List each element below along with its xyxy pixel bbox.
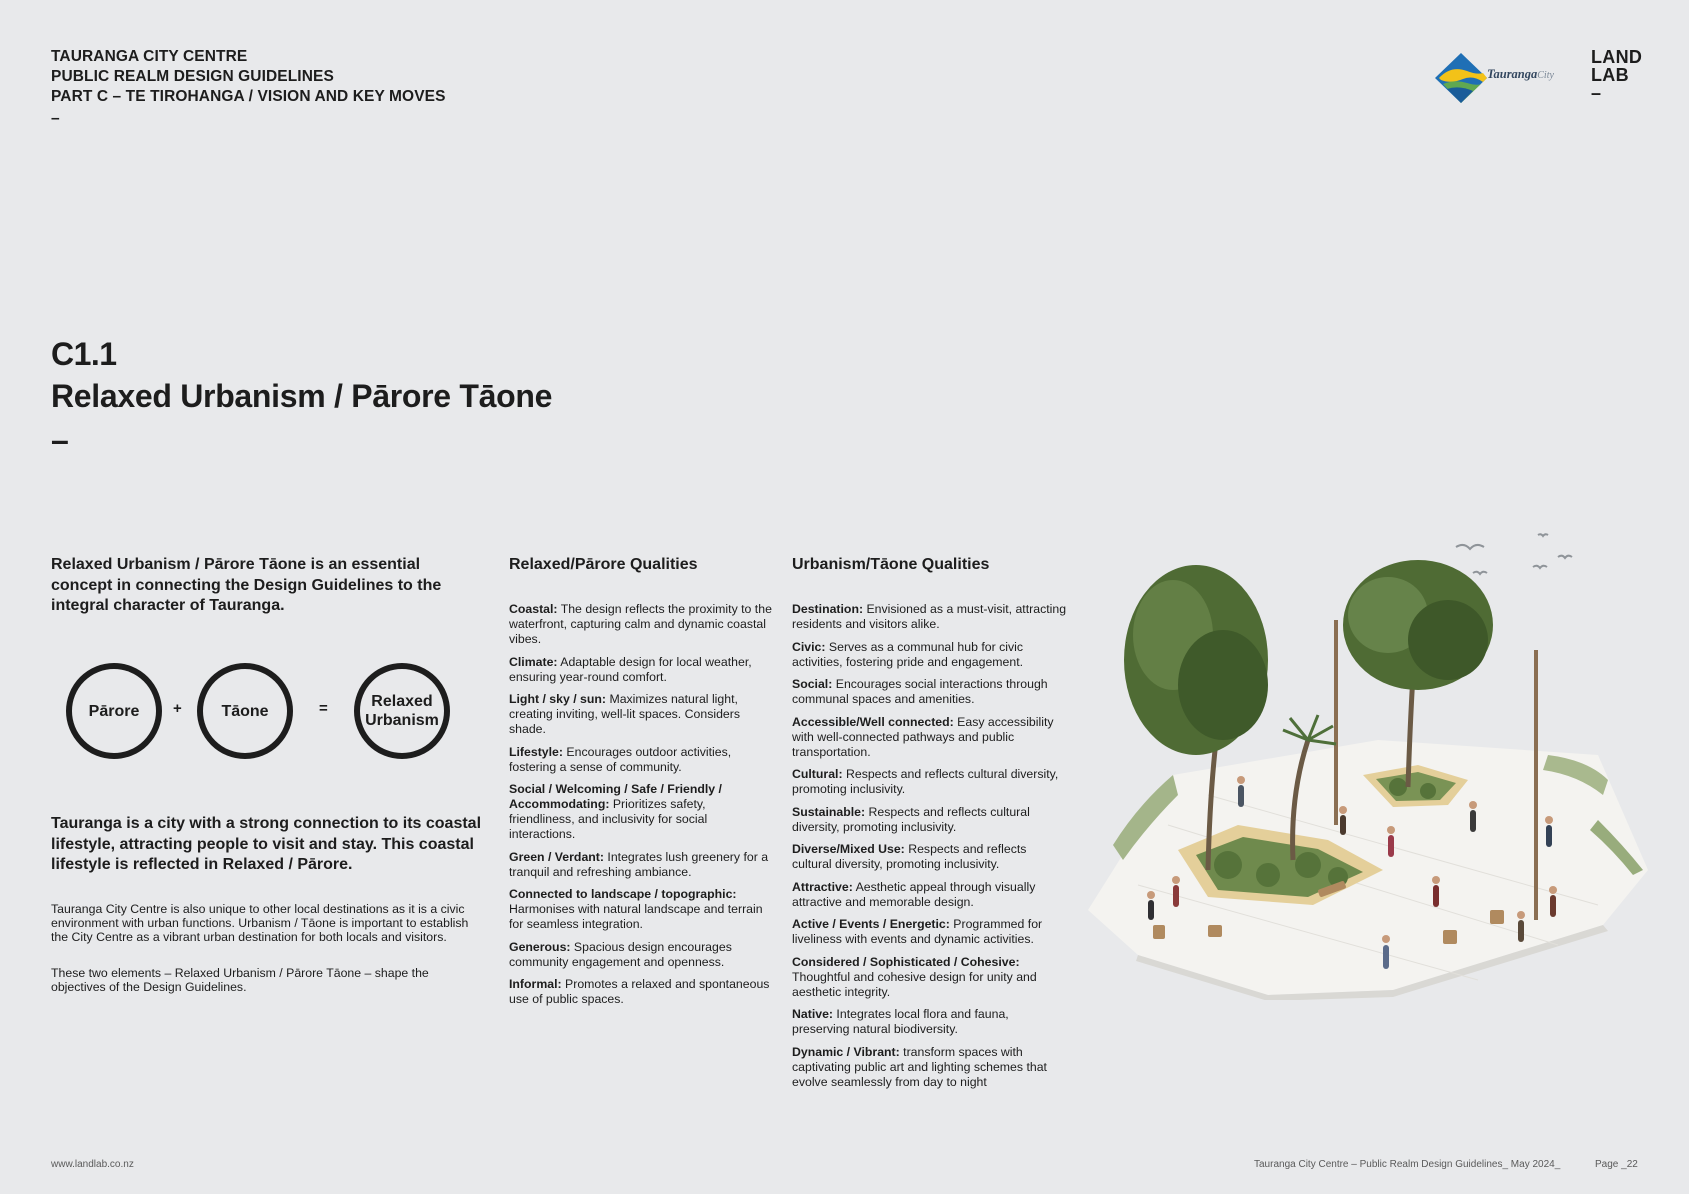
relaxed-qualities-list: [509, 602, 774, 1007]
list-item: Dynamic / Vibrant: transform spaces with captivating public art and lighting schemes that evolve seamlessly from day to night: [792, 1044, 1047, 1089]
section-number: C1.1: [51, 336, 117, 372]
list-item: Sustainable: Respects and reflects cultural diversity, promoting inclusivity.: [792, 804, 1030, 834]
list-item: Light / sky / sun: Maximizes natural light, creating inviting, well-lit spaces. Considers shade.: [509, 692, 741, 736]
tauranga-diamond-icon: [1433, 51, 1489, 105]
tauranga-city-logo: [1433, 51, 1563, 105]
birds: [1456, 534, 1572, 574]
urbanism-qualities-list: [792, 602, 1067, 1090]
landlab-logo: LAND LAB –: [1591, 47, 1643, 103]
taone-circle: Tāone: [197, 663, 293, 759]
list-item: Green / Verdant: Integrates lush greenery for a tranquil and refreshing ambiance.: [509, 849, 769, 879]
header-line-3: PART C – TE TIROHANGA / VISION AND KEY MOVES: [51, 88, 446, 105]
urbanism-qualities-heading: Urbanism/Tāone Qualities: [792, 556, 990, 573]
header-line-1: TAURANGA CITY CENTRE: [51, 48, 248, 65]
list-item: Climate: Adaptable design for local weather, ensuring year-round comfort.: [509, 654, 752, 684]
footer-document-title: Tauranga City Centre – Public Realm Design Guidelines_ May 2024_: [1254, 1159, 1561, 1170]
list-item: Native: Integrates local flora and fauna, preserving natural biodiversity.: [792, 1007, 1009, 1036]
list-item: Accessible/Well connected: Easy accessibility with well-connected pathways and public transportation.: [792, 714, 1054, 759]
list-item: Coastal: The design reflects the proximity to the waterfront, capturing calm and dynamic coastal vibes.: [509, 602, 772, 646]
section-dash: –: [51, 422, 69, 458]
relaxed-urbanism-circle: Relaxed Urbanism: [354, 663, 450, 759]
header-dash: –: [51, 110, 60, 127]
list-item: Social / Welcoming / Safe / Friendly / Accommodating: Prioritizes safety, friendliness, and inclusivity for social interactions.: [509, 782, 722, 841]
tree-canopies: [1124, 560, 1493, 755]
plaza-illustration: [1078, 525, 1653, 1000]
parore-circle: Pārore: [66, 663, 162, 759]
list-item: Social: Encourages social interactions through communal spaces and amenities.: [792, 677, 1048, 706]
paragraph-1: Tauranga City Centre is also unique to other local destinations as it is a civic environment with urban functions. Urbanism / Tāone is important to establish the City Centre as a vibrant urban destination for both locals and visitors.: [51, 902, 469, 945]
concept-equation: [51, 660, 471, 764]
footer-page-number: Page _22: [1595, 1159, 1638, 1170]
list-item: Diverse/Mixed Use: Respects and reflects cultural diversity, promoting inclusivity.: [792, 842, 1027, 871]
list-item: Cultural: Respects and reflects cultural diversity, promoting inclusivity.: [792, 767, 1059, 796]
list-item: Attractive: Aesthetic appeal through visually attractive and memorable design.: [792, 879, 1036, 909]
paragraph-2: These two elements – Relaxed Urbanism / Pārore Tāone – shape the objectives of the Design Guidelines.: [51, 966, 429, 995]
equals-sign: =: [319, 700, 328, 717]
list-item: Destination: Envisioned as a must-visit, attracting residents and visitors alike.: [792, 602, 1067, 631]
urbanism-qualities-column: [792, 555, 1067, 1097]
list-item: Lifestyle: Encourages outdoor activities, fostering a sense of community.: [509, 744, 732, 774]
relaxed-qualities-column: [509, 555, 774, 1015]
tauranga-wordmark: TaurangaCity: [1487, 67, 1554, 81]
list-item: Active / Events / Energetic: Programmed for liveliness with events and dynamic activities.: [792, 917, 1043, 946]
relaxed-qualities-heading: Relaxed/Pārore Qualities: [509, 556, 698, 573]
list-item: Civic: Serves as a communal hub for civic activities, fostering pride and engagement.: [792, 639, 1024, 669]
footer-website: www.landlab.co.nz: [51, 1159, 134, 1170]
section-title: Relaxed Urbanism / Pārore Tāone: [51, 378, 553, 414]
list-item: Considered / Sophisticated / Cohesive: Thoughtful and cohesive design for unity and aesthetic integrity.: [792, 954, 1037, 999]
intro-text: Relaxed Urbanism / Pārore Tāone is an essential concept in connecting the Design Guidelines to the integral character of Tauranga.: [51, 556, 442, 614]
plus-sign: +: [173, 700, 182, 717]
list-item: Generous: Spacious design encourages community engagement and openness.: [509, 939, 732, 969]
list-item: Informal: Promotes a relaxed and spontaneous use of public spaces.: [509, 977, 770, 1006]
list-item: Connected to landscape / topographic: Harmonises with natural landscape and terrain for seamless integration.: [509, 887, 763, 931]
coastal-statement: Tauranga is a city with a strong connection to its coastal lifestyle, attracting people to visit and stay. This coastal lifestyle is reflected in Relaxed / Pārore.: [51, 815, 482, 873]
document-header: [51, 47, 446, 129]
header-line-2: PUBLIC REALM DESIGN GUIDELINES: [51, 68, 334, 85]
